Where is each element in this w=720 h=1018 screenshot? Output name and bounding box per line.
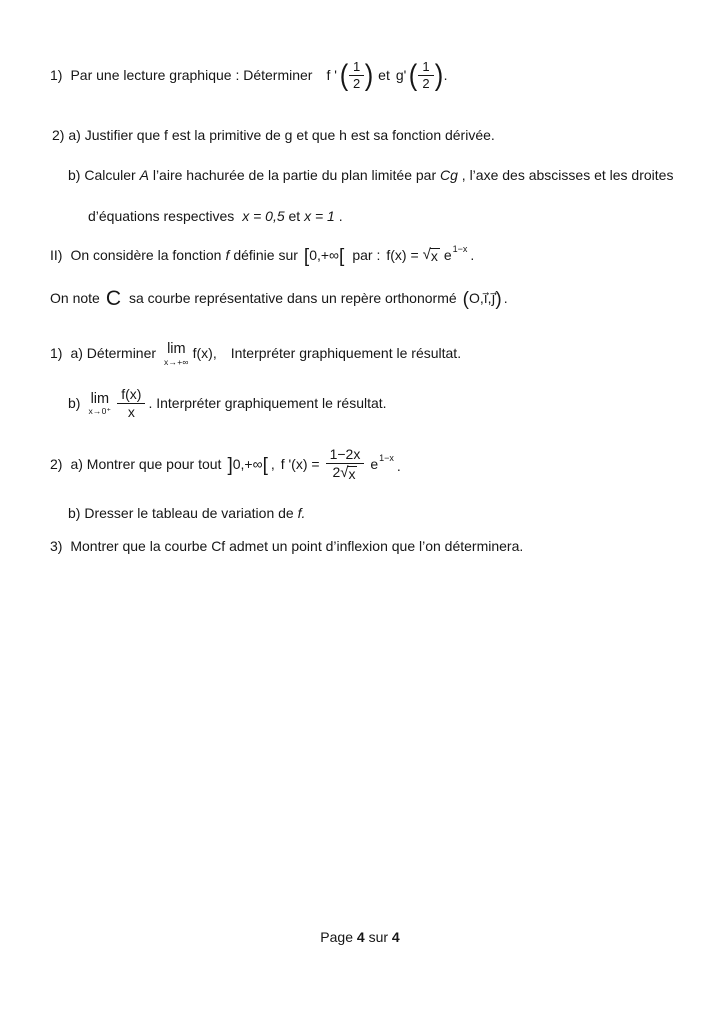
q3-text: Montrer que la courbe Cf admet un point d’inflexion que l’on déterminera. <box>70 538 524 554</box>
interval-content: 0,+∞ <box>309 246 340 263</box>
sqrt-x <box>340 465 357 482</box>
qNote-period: . <box>503 289 508 306</box>
qNote-curve-symbol: C <box>105 287 121 310</box>
q2a2-text: a) Montrer que pour tout <box>70 455 222 472</box>
q2a2-marker: 2) <box>50 455 63 472</box>
question-2a-line <box>52 127 495 145</box>
q2b2-equation-1: x = 0,5 <box>242 208 285 224</box>
frame-vectors: O,i⃗,j⃗ <box>468 289 496 306</box>
q2b2-text: d’équations respectives <box>88 208 235 224</box>
q1-g-prime: g' <box>395 67 407 84</box>
interval-right-bracket: [ <box>339 245 345 267</box>
qNote-text: sa courbe représentative dans un repère orthonormé <box>129 289 457 306</box>
footer-page-word: Page <box>320 929 353 945</box>
question-1-line <box>50 60 447 92</box>
frac-numerator: f(x) <box>117 387 145 404</box>
left-paren: ( <box>462 288 469 310</box>
qII-text: On considère la fonction <box>70 246 222 263</box>
qNote-text: On note <box>50 289 100 306</box>
q2a2-comma: , <box>270 455 275 472</box>
q2b-curve-symbol: Cg <box>440 167 458 183</box>
frac-denominator: x <box>127 404 135 421</box>
q1-f-prime: f ' <box>326 67 337 84</box>
lim-subscript: x→+∞ <box>164 356 189 367</box>
question-2b-line <box>68 167 673 185</box>
qII-e: e <box>443 246 452 263</box>
q1-period: . <box>443 67 448 84</box>
q2b3-f-symbol: f. <box>297 505 306 521</box>
q2a2-period: . <box>396 457 401 474</box>
right-paren: ) <box>434 58 443 92</box>
limit-operator <box>88 392 111 416</box>
fraction-one-half <box>349 60 364 92</box>
q1-et: et <box>378 67 390 84</box>
qII-text: par : <box>352 246 381 263</box>
question-II-3-line <box>50 538 523 556</box>
frac-denominator: 2 <box>352 76 361 92</box>
curve-note-line <box>50 288 508 309</box>
interval-left-bracket: [ <box>303 245 310 267</box>
radicand: x <box>348 465 356 482</box>
left-paren: ( <box>409 58 418 92</box>
q2b-text: , l’axe des abscisses et les droites <box>461 167 674 183</box>
qII-fx-equals: f(x) = <box>386 246 419 263</box>
q2b-text: l’aire hachurée de la partie du plan limitée par <box>152 167 437 183</box>
right-paren: ) <box>495 288 502 310</box>
q1b-marker: b) <box>68 395 81 412</box>
den-coefficient: 2 <box>332 464 341 481</box>
limit-operator <box>164 342 189 366</box>
question-II-1a-line <box>50 342 461 366</box>
q1a-marker: 1) <box>50 345 63 362</box>
frac-numerator: 1 <box>418 60 433 76</box>
q1-text: Par une lecture graphique : Déterminer <box>70 67 313 84</box>
qII-text: définie sur <box>233 246 298 263</box>
question-II-2a-line <box>50 447 401 482</box>
footer-page-number: 4 <box>356 929 365 945</box>
interval-left-bracket: ] <box>227 454 233 476</box>
q1-marker: 1) <box>50 67 63 84</box>
footer-total-pages: 4 <box>391 929 400 945</box>
q2a-marker: 2) a) <box>52 127 81 143</box>
q2b3-text: Dresser le tableau de variation de <box>84 505 294 521</box>
qII-exponent: 1−x <box>452 243 468 254</box>
q2b2-et: et <box>288 208 301 224</box>
frac-numerator: 1−2x <box>326 447 365 464</box>
q2b3-marker: b) <box>68 505 81 521</box>
interval-content: 0,+∞ <box>232 455 263 472</box>
q2b-marker: b) <box>68 167 81 183</box>
sqrt-x <box>423 247 440 264</box>
q2a-text: Justifier que f est la primitive de g et que h est sa fonction dérivée. <box>84 127 495 143</box>
left-paren: ( <box>339 58 349 92</box>
frac-denominator: 2 <box>422 76 430 92</box>
part-2-intro-line <box>50 243 475 267</box>
q2b-area-symbol: A <box>139 167 149 183</box>
q2a2-exponent: 1−x <box>379 453 394 464</box>
q2b2-period: . <box>338 208 343 224</box>
fraction-fx-over-x <box>117 387 145 421</box>
question-II-1b-line <box>68 387 387 421</box>
interval-right-bracket: [ <box>262 454 268 476</box>
q3-marker: 3) <box>50 538 63 554</box>
radical-sign: √ <box>340 464 349 482</box>
question-2b-continued-line <box>88 208 343 226</box>
fraction-one-half <box>418 60 433 92</box>
q1a-fx: f(x), <box>192 345 217 362</box>
frac-denominator <box>328 464 361 482</box>
qII-f-symbol: f <box>225 246 230 263</box>
lim-word: lim <box>167 341 186 357</box>
q1a-text: Interpréter graphiquement le résultat. <box>230 345 462 362</box>
page-footer <box>0 929 720 945</box>
q1a-text: a) Déterminer <box>70 345 157 362</box>
qII-period: . <box>470 246 475 263</box>
q2a2-fprime-equals: f '(x) = <box>280 455 320 472</box>
footer-sur-word: sur <box>368 929 389 945</box>
radical-sign: √ <box>422 246 431 264</box>
radicand: x <box>430 247 438 264</box>
q2a2-e: e <box>370 455 379 472</box>
right-paren: ) <box>364 58 374 92</box>
lim-subscript: x→0⁺ <box>88 406 112 417</box>
fraction-derivative <box>326 447 365 482</box>
q2b-text: Calculer <box>84 167 136 183</box>
q1b-text: . Interpréter graphiquement le résultat. <box>148 395 387 412</box>
qII-marker: II) <box>50 246 63 263</box>
frac-numerator: 1 <box>349 60 364 76</box>
question-II-2b-line <box>68 505 305 523</box>
q2b2-equation-2: x = 1 <box>304 208 335 224</box>
lim-word: lim <box>90 390 110 407</box>
